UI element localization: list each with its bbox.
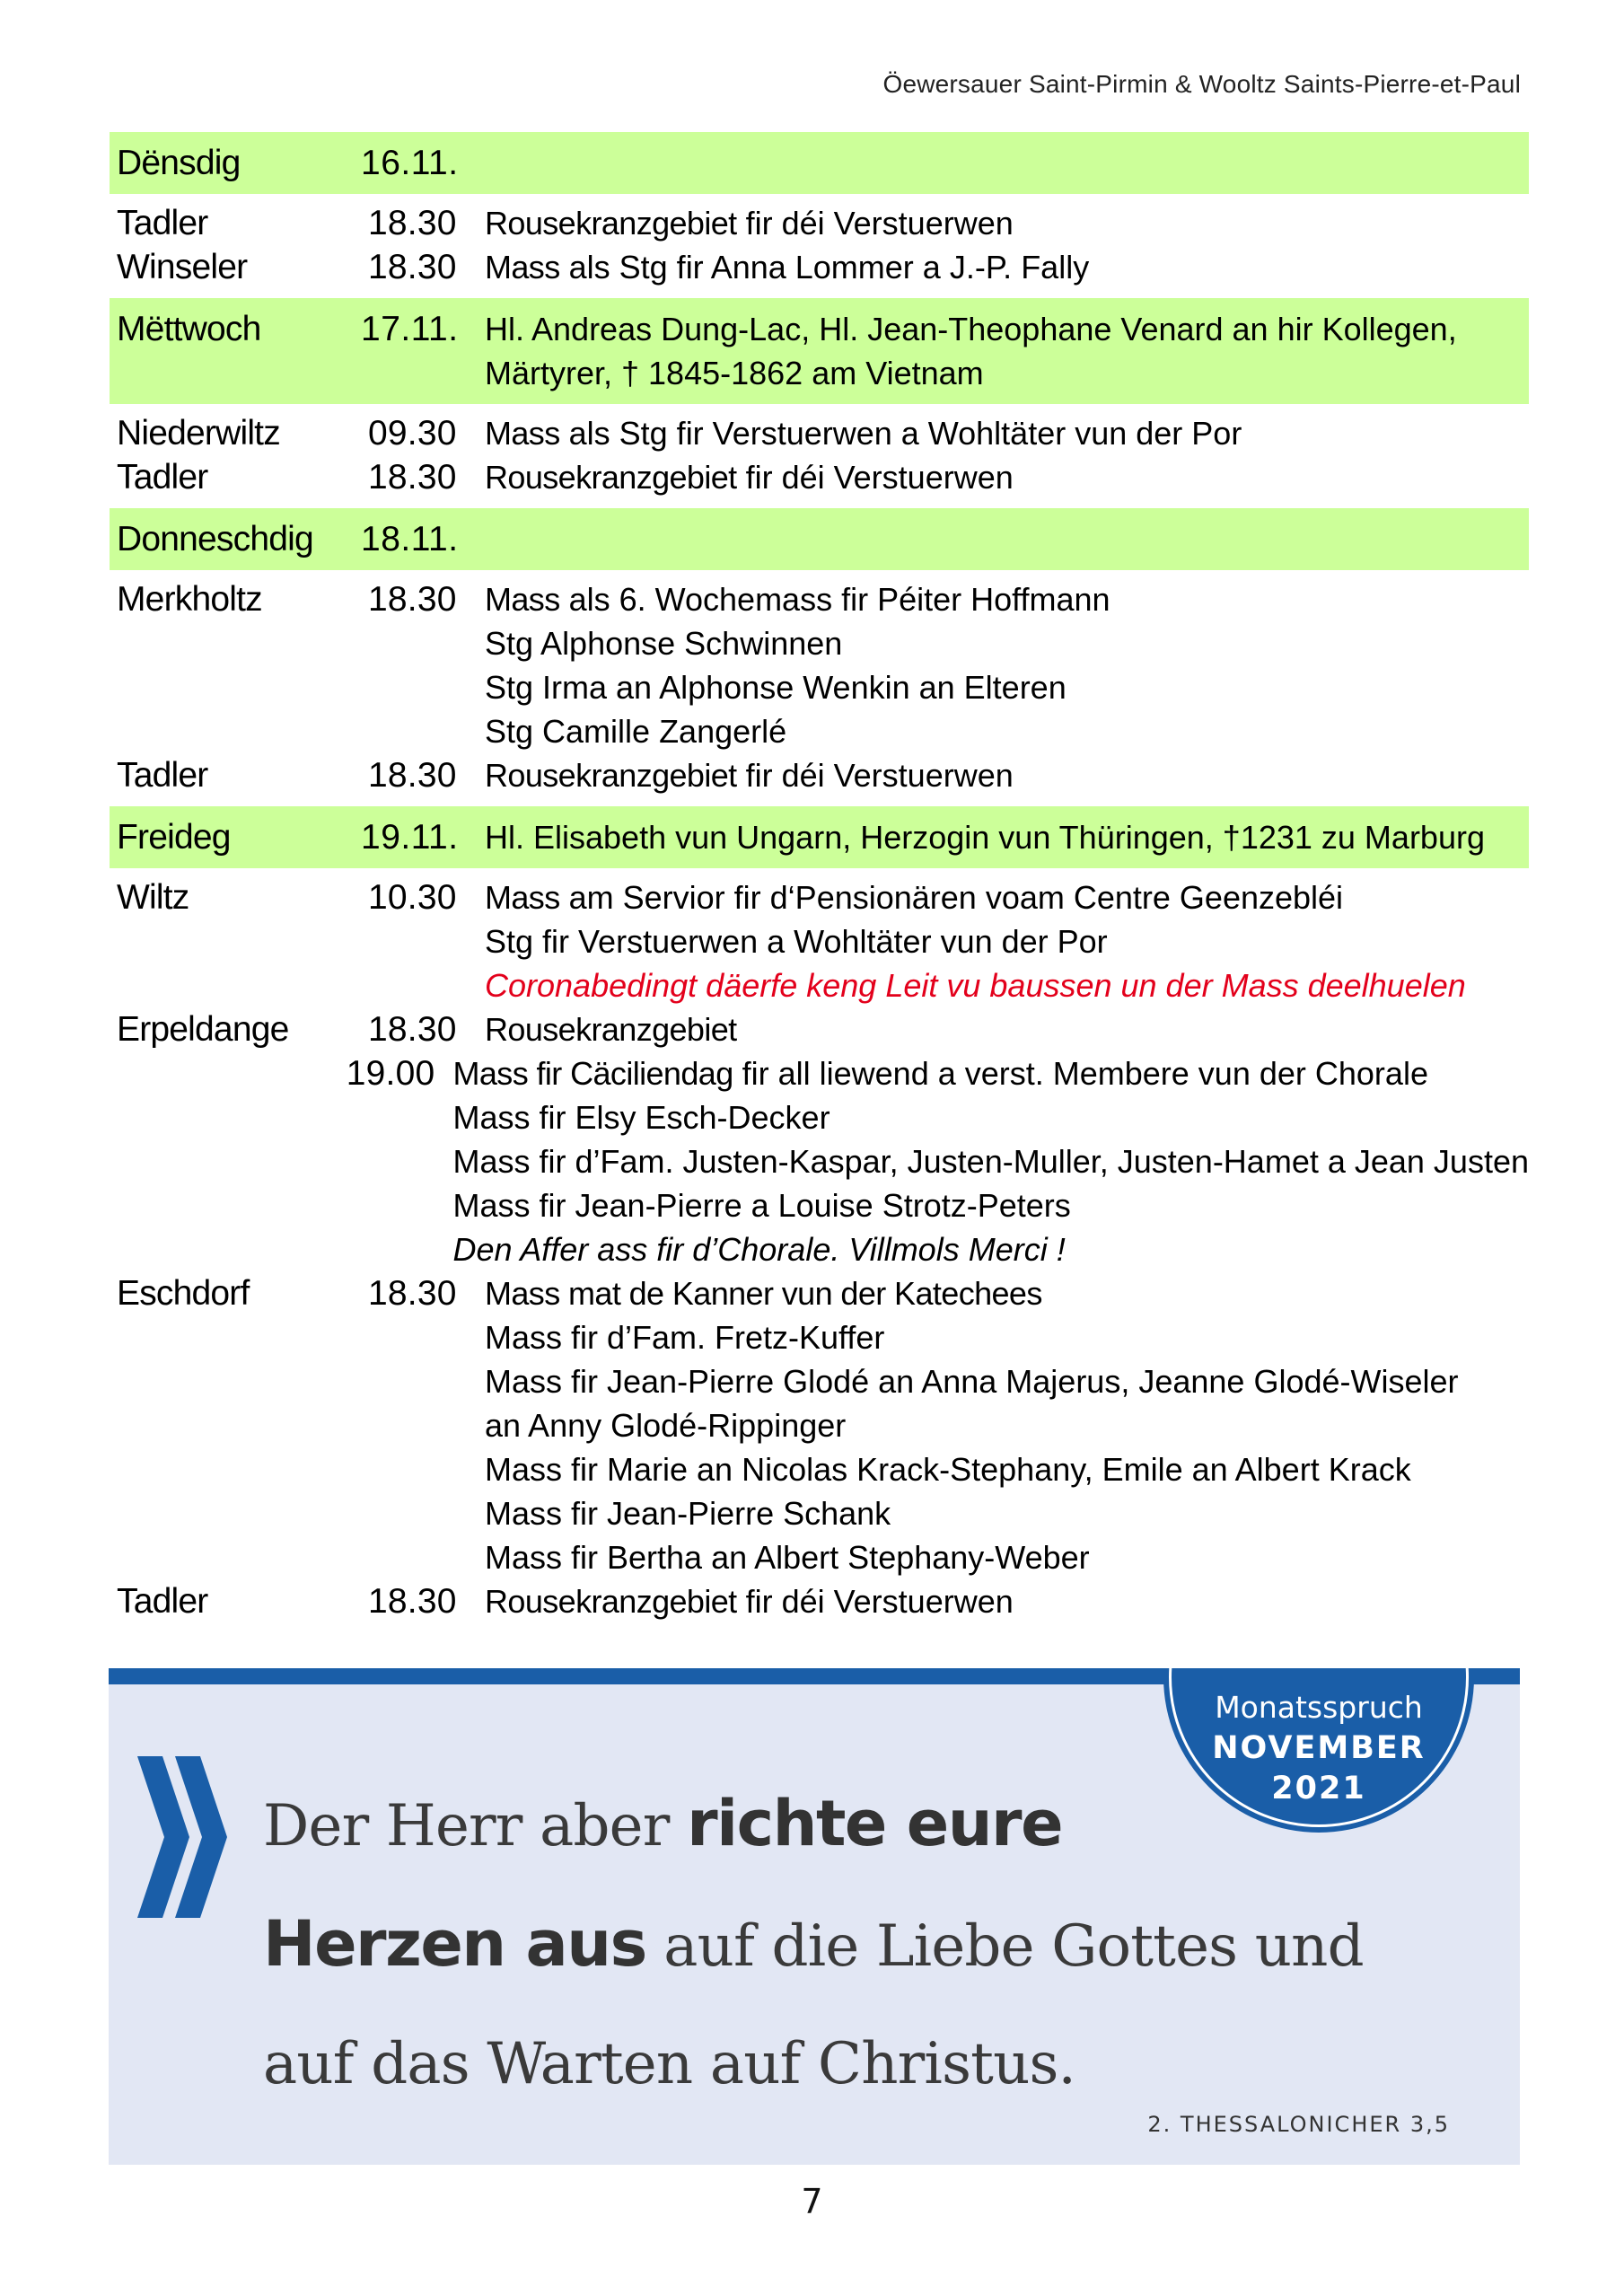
service-intention: Mass fir Bertha an Albert Stephany-Weber (485, 1539, 1090, 1576)
service-intention: Mass fir Jean-Pierre Schank (485, 1495, 891, 1532)
service-intention: Mass fir d’Fam. Justen-Kaspar, Justen-Muller, Justen-Hamet a Jean Justen (452, 1143, 1529, 1180)
service-line (485, 1403, 1529, 1447)
service-intention: Den Affer ass fir d’Chorale. Villmols Merci ! (452, 1231, 1066, 1268)
service-entry (110, 1007, 1529, 1051)
service-line (485, 709, 1529, 753)
service-line (485, 1315, 1529, 1359)
service-details (485, 753, 1529, 797)
service-line (485, 1579, 1529, 1623)
service-intention: fir déi Verstuerwen (736, 757, 1014, 794)
service-entry (110, 455, 1529, 499)
service-intention: Mass fir Jean-Pierre Glodé an Anna Majerus, Jeanne Glodé-Wiseler (485, 1363, 1459, 1400)
service-line (485, 455, 1529, 499)
location: Tadler (117, 458, 208, 497)
service-intention: fir déi Verstuerwen (736, 1583, 1014, 1620)
service-type: Mass (485, 879, 560, 916)
badge-month: NOVEMBER (1212, 1730, 1426, 1766)
feast-line: Hl. Elisabeth vun Ungarn, Herzogin vun Thüringen, †1231 zu Marburg (485, 819, 1485, 856)
location: Winseler (117, 248, 248, 286)
service-line (453, 1227, 1530, 1271)
service-time: 18.30 (368, 204, 457, 242)
service-details (485, 411, 1529, 455)
verse-part: auf das Warten auf Christus. (263, 2031, 1076, 2097)
verse-emphasis: richte eure (687, 1787, 1063, 1860)
feast-description (485, 815, 1529, 859)
service-entry (110, 245, 1529, 289)
service-type: Rousekranzgebiet (485, 1011, 737, 1048)
service-intention: Mass fir Marie an Nicolas Krack-Stephany, Emile an Albert Krack (485, 1451, 1411, 1488)
service-intention: am Servior fir d‘Pensionären voam Centre Geenzebléi (559, 879, 1344, 916)
location: Eschdorf (117, 1274, 250, 1313)
page-number: 7 (801, 2182, 823, 2221)
service-intention: als 6. Wochemass fir Péiter Hoffmann (559, 581, 1110, 618)
day-entries (110, 411, 1529, 499)
service-type: Rousekranzgebiet (485, 757, 737, 794)
mass-schedule (110, 132, 1529, 1632)
location: Tadler (117, 1582, 208, 1621)
service-details (485, 455, 1529, 499)
location: Erpeldange (117, 1010, 289, 1049)
service-type: Rousekranzgebiet (485, 205, 737, 242)
location: Merkholtz (117, 580, 262, 619)
day-name: Mëttwoch (117, 310, 261, 348)
service-line (485, 201, 1529, 245)
service-line (485, 919, 1529, 963)
service-line (485, 1491, 1529, 1535)
service-time: 18.30 (368, 248, 457, 286)
badge-label: Monatsspruch (1215, 1690, 1423, 1725)
service-line (485, 1535, 1529, 1579)
service-time: 18.30 (368, 1582, 457, 1621)
service-intention: Mass fir d’Fam. Fretz-Kuffer (485, 1319, 885, 1356)
service-details (485, 201, 1529, 245)
day-header (110, 298, 1529, 404)
service-entry (110, 1051, 1529, 1271)
location: Tadler (117, 756, 208, 795)
service-time: 18.30 (368, 580, 457, 619)
service-intention: Stg Camille Zangerlé (485, 713, 787, 750)
service-line (485, 1271, 1529, 1315)
service-time: 09.30 (368, 414, 457, 453)
service-line (485, 1359, 1529, 1403)
day-date: 18.11. (361, 520, 459, 558)
location: Wiltz (117, 878, 189, 917)
day-entries (110, 577, 1529, 797)
service-time: 18.30 (368, 756, 457, 795)
location: Tadler (117, 204, 208, 242)
day-name: Dënsdig (117, 144, 241, 182)
service-details (485, 1007, 1529, 1051)
day-header (110, 806, 1529, 868)
service-type: Rousekranzgebiet (485, 1583, 737, 1620)
service-details (485, 245, 1529, 289)
service-details (485, 875, 1529, 1007)
location: Niederwiltz (117, 414, 280, 453)
service-line (485, 665, 1529, 709)
service-entry (110, 201, 1529, 245)
day-name: Freideg (117, 818, 231, 857)
day-date: 19.11. (361, 818, 459, 857)
service-line (485, 1007, 1529, 1051)
service-type: Mass (485, 415, 560, 452)
badge-year: 2021 (1271, 1771, 1366, 1807)
service-entry (110, 411, 1529, 455)
service-time: 18.30 (368, 1010, 457, 1049)
service-time: 18.30 (368, 458, 457, 497)
feast-line: Märtyrer, † 1845-1862 am Vietnam (485, 355, 984, 391)
service-details (453, 1051, 1530, 1271)
service-type: Mass (485, 581, 560, 618)
verse-part: Der Herr aber (263, 1793, 688, 1859)
feast-line: Hl. Andreas Dung-Lac, Hl. Jean-Theophane Venard an hir Kollegen, (485, 311, 1457, 347)
day-date: 16.11. (361, 144, 459, 182)
monthly-verse-banner (109, 1668, 1520, 2165)
service-type: Mass (485, 249, 560, 286)
service-line (485, 875, 1529, 919)
service-intention: fir déi Verstuerwen (736, 459, 1014, 496)
service-entry (110, 1579, 1529, 1623)
day-date: 17.11. (361, 310, 459, 348)
service-intention: Stg Irma an Alphonse Wenkin an Elteren (485, 669, 1067, 706)
day-name: Donneschdig (117, 520, 313, 558)
service-line (485, 621, 1529, 665)
service-line (485, 245, 1529, 289)
service-line (485, 963, 1529, 1007)
day-entries (110, 875, 1529, 1623)
service-intention: Mass fir Jean-Pierre a Louise Strotz-Peters (452, 1187, 1071, 1224)
service-time: 18.30 (368, 1274, 457, 1313)
service-entry (110, 875, 1529, 1007)
verse-reference: 2. THESSALONICHER 3,5 (1147, 2112, 1450, 2137)
service-line (453, 1139, 1530, 1183)
service-line (453, 1183, 1530, 1227)
service-type: Mass mat de Kanner vun der Katechees (485, 1275, 1042, 1312)
service-intention: fir déi Verstuerwen (736, 205, 1014, 242)
service-intention: an Anny Glodé-Rippinger (485, 1407, 847, 1444)
day-header (110, 508, 1529, 570)
service-intention: fir all liewend a verst. Membere vun der Chorale (733, 1055, 1428, 1092)
service-time: 10.30 (368, 878, 457, 917)
day-header (110, 132, 1529, 194)
verse-part: auf die Liebe Gottes und (645, 1913, 1364, 1980)
feast-description (485, 307, 1529, 395)
verse-emphasis: Herzen aus (263, 1907, 646, 1981)
service-line (453, 1095, 1530, 1139)
service-entry (110, 753, 1529, 797)
page-header: Öewersauer Saint-Pirmin & Wooltz Saints-Pierre-et-Paul (882, 70, 1521, 98)
service-intention: als Stg fir Anna Lommer a J.-P. Fally (559, 249, 1090, 286)
day-entries (110, 201, 1529, 289)
service-details (485, 1271, 1529, 1579)
service-intention: Stg Alphonse Schwinnen (485, 625, 843, 662)
double-chevron-quote-icon (137, 1756, 236, 1922)
service-details (485, 1579, 1529, 1623)
service-intention: Mass fir Elsy Esch-Decker (452, 1099, 830, 1136)
service-time: 19.00 (346, 1054, 435, 1093)
service-intention: Stg fir Verstuerwen a Wohltäter vun der Por (485, 923, 1108, 960)
service-entry (110, 1271, 1529, 1579)
service-intention: Coronabedingt däerfe keng Leit vu baussen un der Mass deelhuelen (485, 967, 1466, 1004)
service-details (485, 577, 1529, 753)
service-line (485, 753, 1529, 797)
service-type: Mass fir Cäciliendag (452, 1055, 733, 1092)
service-type: Rousekranzgebiet (485, 459, 737, 496)
service-entry (110, 577, 1529, 753)
service-line (485, 1447, 1529, 1491)
service-line (485, 411, 1529, 455)
month-badge (1163, 1668, 1474, 1833)
service-line (485, 577, 1529, 621)
service-line (453, 1051, 1530, 1095)
service-intention: als Stg fir Verstuerwen a Wohltäter vun der Por (559, 415, 1242, 452)
